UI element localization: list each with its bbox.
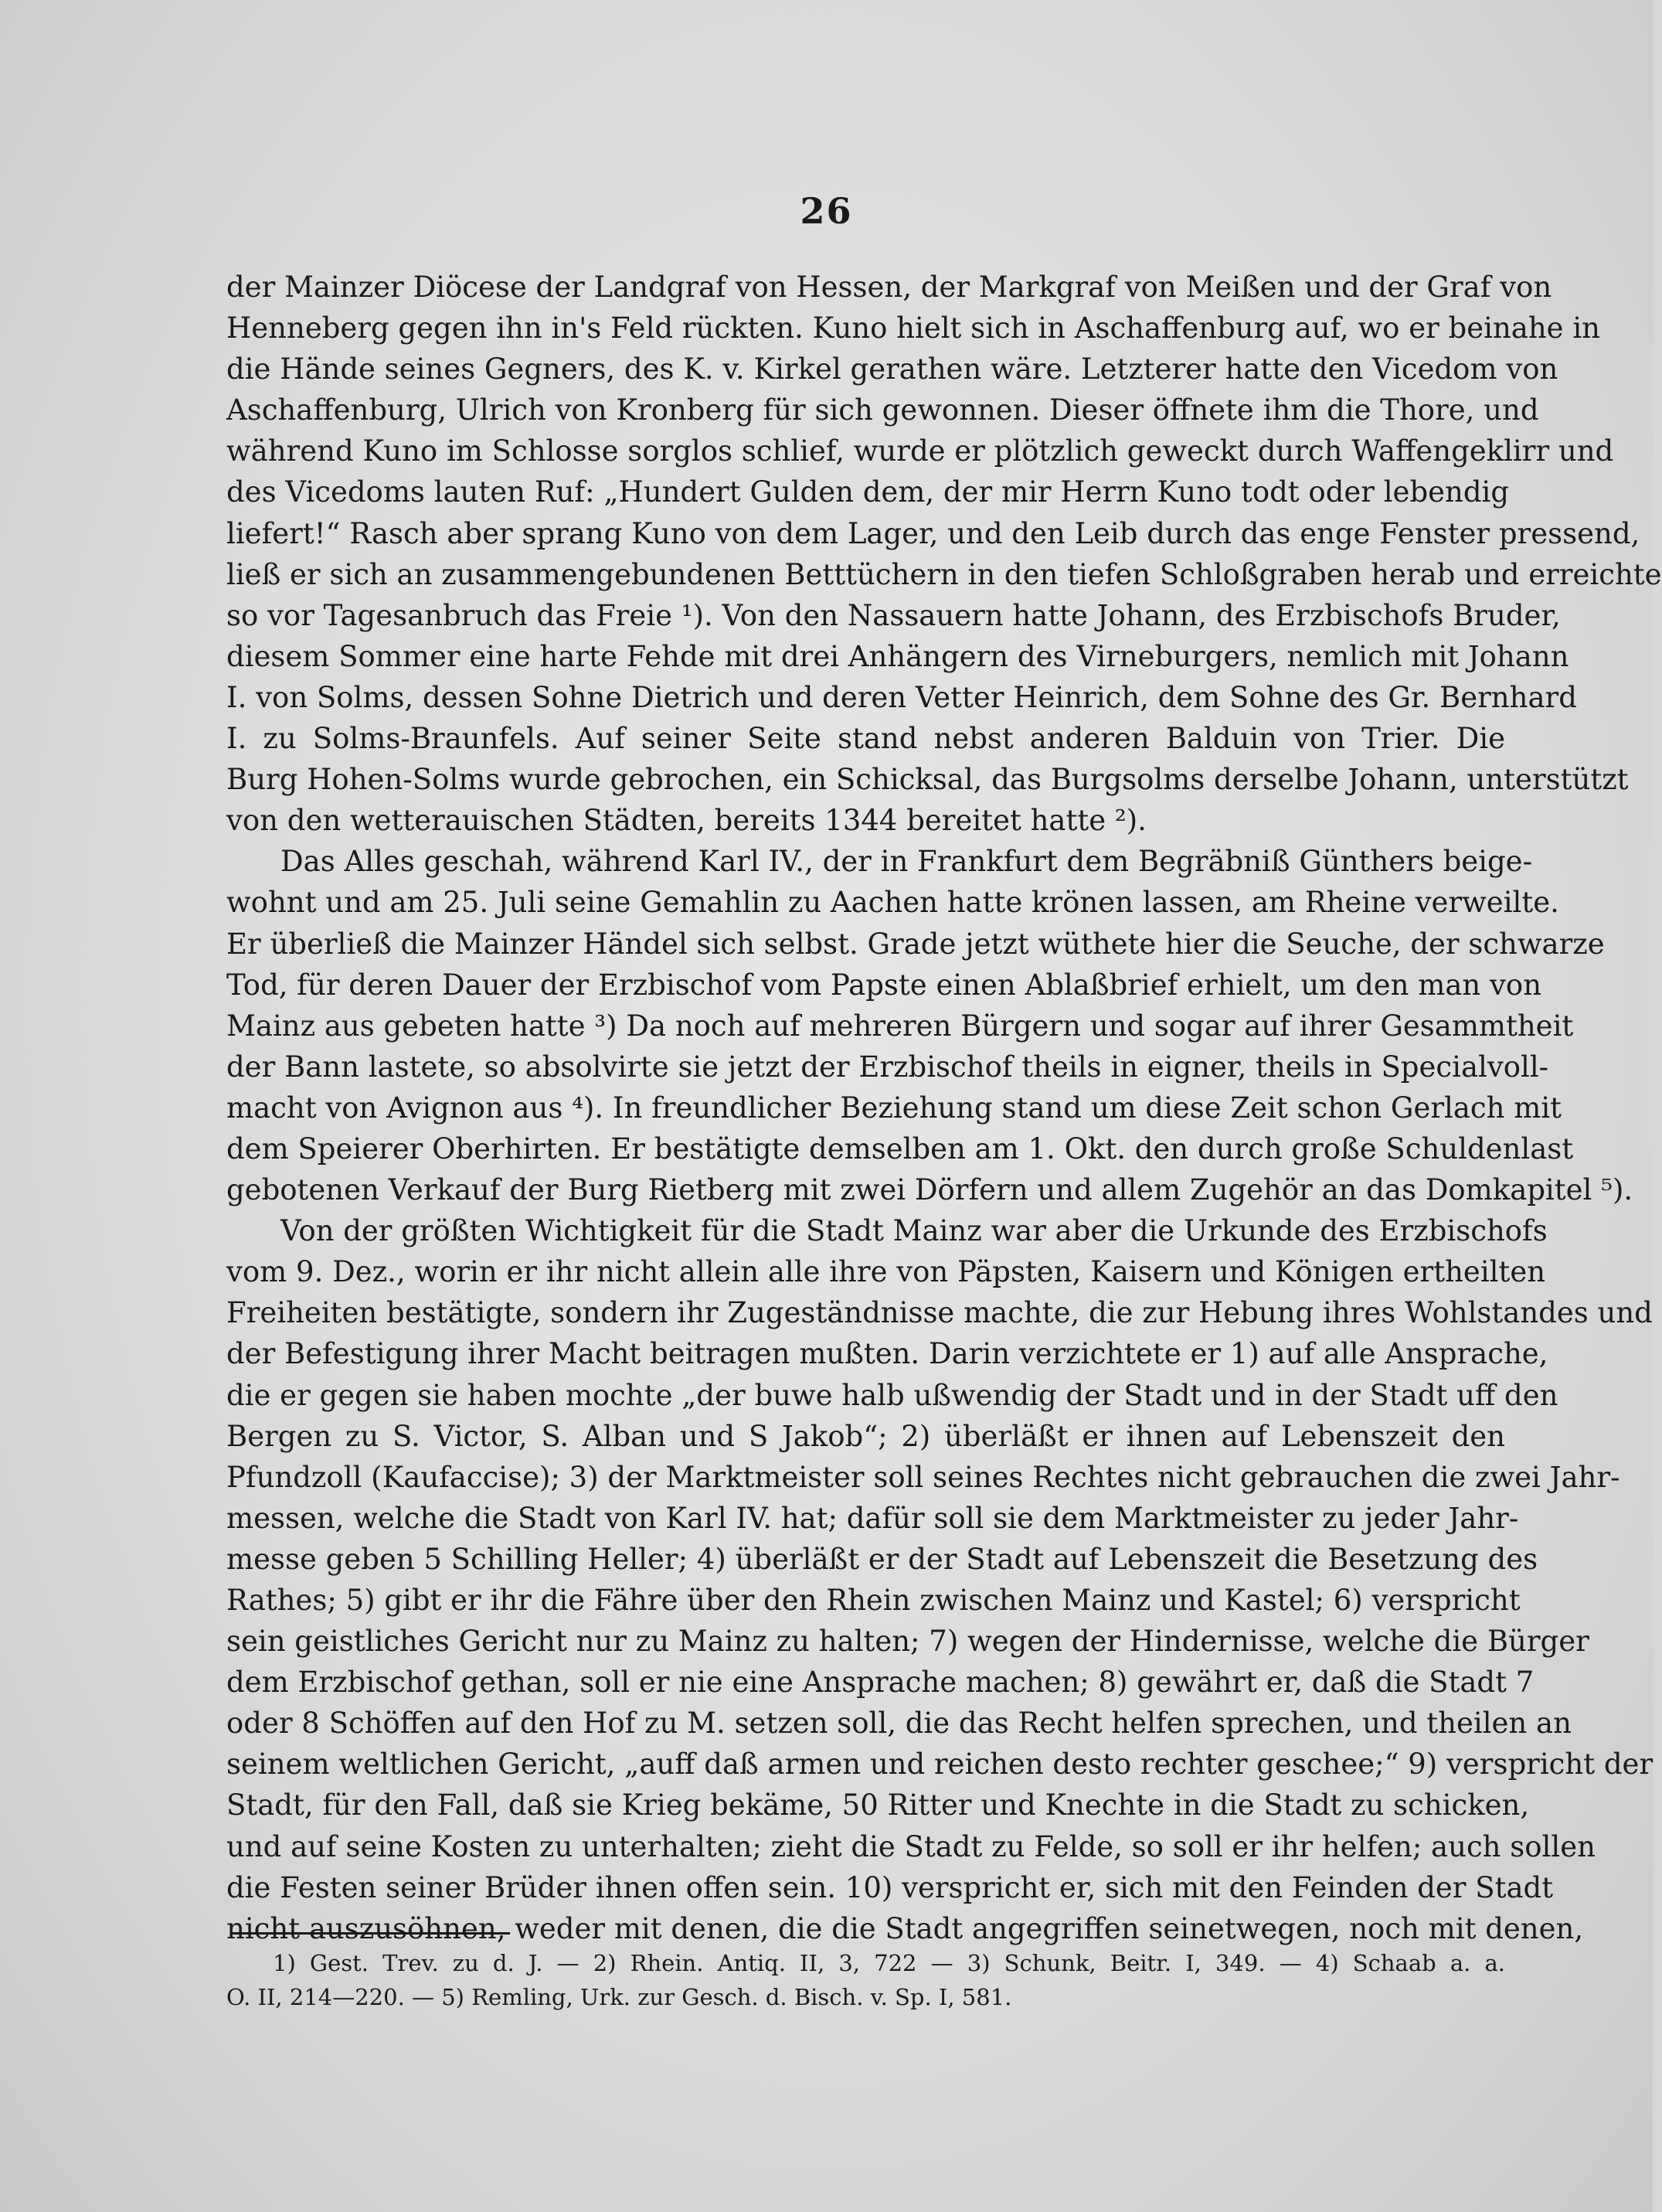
text-line: Stadt, für den Fall, daß sie Krieg bekäme, 50 Ritter und Knechte in die Stadt zu schicken, [226, 1788, 1530, 1822]
text-line: die Festen seiner Brüder ihnen offen sein. 10) verspricht er, sich mit den Feinden der Stadt [226, 1870, 1554, 1904]
text-line: liefert!“ Rasch aber sprang Kuno von dem Lager, und den Leib durch das enge Fenster pressend, [226, 516, 1640, 550]
text-line: I. von Solms, dessen Sohne Dietrich und deren Vetter Heinrich, dem Sohne des Gr. Bernhard [226, 680, 1577, 714]
text-line: gebotenen Verkauf der Burg Rietberg mit zwei Dörfern und allem Zugehör an das Domkapitel ⁵). [226, 1173, 1633, 1207]
text-line: Bergen zu S. Victor, S. Alban und S Jakob“; 2) überläßt er ihnen auf Lebenszeit den [226, 1419, 1505, 1453]
text-line: die er gegen sie haben mochte „der buwe halb ußwendig der Stadt und in der Stadt uff den [226, 1378, 1558, 1412]
text-line: Rathes; 5) gibt er ihr die Fähre über den Rhein zwischen Mainz und Kastel; 6) verspricht [226, 1584, 1521, 1617]
text-line: der Befestigung ihrer Macht beitragen mußten. Darin verzichtete er 1) auf alle Ansprache, [226, 1337, 1548, 1371]
text-line: dem Speierer Oberhirten. Er bestätigte demselben am 1. Okt. den durch große Schuldenlast [226, 1132, 1574, 1166]
text-line: so vor Tagesanbruch das Freie ¹). Von den Nassauern hatte Johann, des Erzbischofs Bruder, [226, 598, 1561, 632]
text-line: diesem Sommer eine harte Fehde mit drei Anhängern des Virneburgers, nemlich mit Johann [226, 639, 1569, 673]
text-line: messe geben 5 Schilling Heller; 4) überläßt er der Stadt auf Lebenszeit die Besetzung des [226, 1542, 1538, 1576]
body-text [226, 267, 1662, 1949]
text-line: Pfundzoll (Kaufaccise); 3) der Marktmeister soll seines Rechtes nicht gebrauchen die zwei Jahr- [226, 1460, 1620, 1494]
text-line: Von der größten Wichtigkeit für die Stadt Mainz war aber die Urkunde des Erzbischofs [280, 1214, 1548, 1248]
page-number: 26 [800, 190, 853, 232]
footnote-rule [232, 1932, 510, 1935]
text-line: ließ er sich an zusammengebundenen Betttüchern in den tiefen Schloßgraben herab und erreichte [226, 557, 1662, 591]
text-line: oder 8 Schöffen auf den Hof zu M. setzen soll, die das Recht helfen sprechen, und theilen an [226, 1707, 1572, 1741]
text-line: messen, welche die Stadt von Karl IV. hat; dafür soll sie dem Marktmeister zu jeder Jahr- [226, 1501, 1519, 1535]
footnote-line: O. II, 214—220. — 5) Remling, Urk. zur Gesch. d. Bisch. v. Sp. I, 581. [226, 1984, 1012, 2010]
text-line: der Mainzer Diöcese der Landgraf von Hessen, der Markgraf von Meißen und der Graf von [226, 271, 1552, 304]
text-line: Henneberg gegen ihn in's Feld rückten. Kuno hielt sich in Aschaffenburg auf, wo er beinahe in [226, 311, 1601, 345]
text-line: der Bann lastete, so absolvirte sie jetzt der Erzbischof theils in eigner, theils in Specialvoll- [226, 1050, 1549, 1084]
text-line: von den wetterauischen Städten, bereits 1344 bereitet hatte ²). [226, 804, 1147, 838]
text-line: die Hände seines Gegners, des K. v. Kirkel gerathen wäre. Letzterer hatte den Vicedom von [226, 352, 1558, 386]
text-line: während Kuno im Schlosse sorglos schlief, wurde er plötzlich geweckt durch Waffengeklirr und [226, 434, 1614, 468]
text-line: Aschaffenburg, Ulrich von Kronberg für sich gewonnen. Dieser öffnete ihm die Thore, und [226, 393, 1539, 427]
text-line: wohnt und am 25. Juli seine Gemahlin zu Aachen hatte krönen lassen, am Rheine verweilte. [226, 886, 1559, 920]
text-line: des Vicedoms lauten Ruf: „Hundert Gulden dem, der mir Herrn Kuno todt oder lebendig [226, 475, 1510, 509]
text-line: dem Erzbischof gethan, soll er nie eine Ansprache machen; 8) gewährt er, daß die Stadt 7 [226, 1666, 1535, 1700]
text-line: I. zu Solms-Braunfels. Auf seiner Seite stand nebst anderen Balduin von Trier. Die [226, 722, 1505, 756]
text-line: seinem weltlichen Gericht, „auff daß armen und reichen desto rechter geschee;“ 9) verspricht der [226, 1747, 1654, 1782]
text-line: Mainz aus gebeten hatte ³) Da noch auf mehreren Bürgern und sogar auf ihrer Gesammtheit [226, 1009, 1574, 1043]
footnotes [226, 1946, 1505, 2014]
text-line: Das Alles geschah, während Karl IV., der in Frankfurt dem Begräbniß Günthers beige- [280, 845, 1533, 879]
text-line: Burg Hohen-Solms wurde gebrochen, ein Schicksal, das Burgsolms derselbe Johann, unterstützt [226, 763, 1629, 797]
text-line: und auf seine Kosten zu unterhalten; zieht die Stadt zu Felde, so soll er ihr helfen; auch sollen [226, 1829, 1596, 1863]
text-line: Tod, für deren Dauer der Erzbischof vom Papste einen Ablaßbrief erhielt, um den man von [226, 968, 1542, 1002]
text-line: Er überließ die Mainzer Händel sich selbst. Grade jetzt wüthete hier die Seuche, der schwarze [226, 927, 1605, 961]
text-line: sein geistliches Gericht nur zu Mainz zu halten; 7) wegen der Hindernisse, welche die Bürger [226, 1625, 1589, 1659]
text-line: vom 9. Dez., worin er ihr nicht allein alle ihre von Päpsten, Kaisern und Königen ertheilten [226, 1255, 1546, 1289]
text-line: macht von Avignon aus ⁴). In freundlicher Beziehung stand um diese Zeit schon Gerlach mit [226, 1091, 1562, 1125]
text-line: nicht auszusöhnen, weder mit denen, die die Stadt angegriffen seinetwegen, noch mit denen, [226, 1911, 1584, 1945]
text-line: Freiheiten bestätigte, sondern ihr Zugeständnisse machte, die zur Hebung ihres Wohlstandes und [226, 1296, 1653, 1330]
footnote-line: 1) Gest. Trev. zu d. J. — 2) Rhein. Antiq. II, 3, 722 — 3) Schunk, Beitr. I, 349. — 4) Schaab a. a. [273, 1950, 1505, 1976]
